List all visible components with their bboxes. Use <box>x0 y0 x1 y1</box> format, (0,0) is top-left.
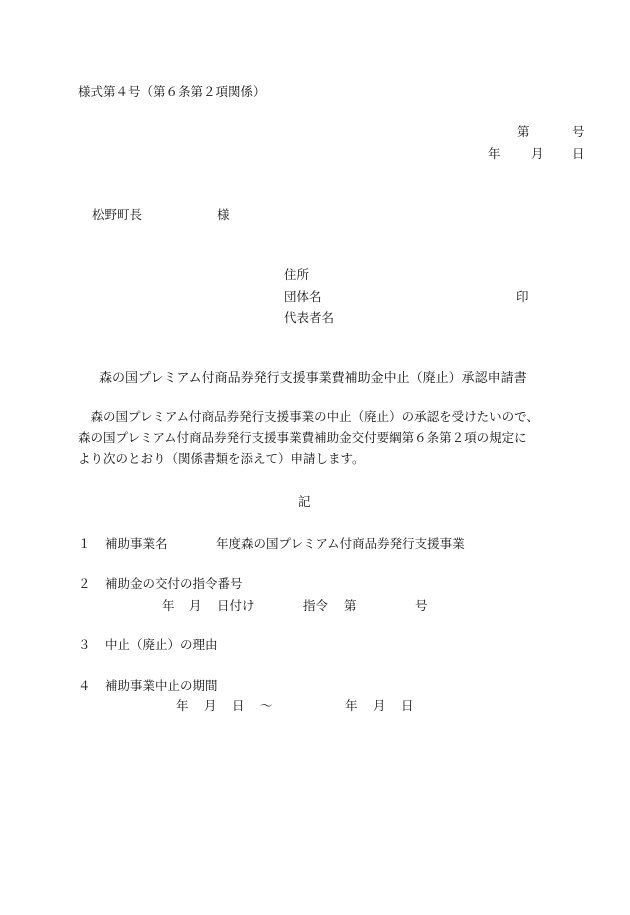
item-4-start-year: 年 <box>176 698 189 713</box>
applicant-rep-label: 代表者名 <box>284 310 335 325</box>
body-line-1: 森の国プレミアム付商品券発行支援事業の中止（廃止）の承認を受けたいので、 <box>78 409 539 424</box>
addressee-name: 松野町長 <box>92 207 143 222</box>
doc-number-dai: 第 <box>517 124 530 139</box>
document-title: 森の国プレミアム付商品券発行支援事業費補助金中止（廃止）承認申請書 <box>99 371 527 386</box>
doc-number-go: 号 <box>572 124 585 139</box>
applicant-address-label: 住所 <box>284 267 310 282</box>
item-1-value: 年度森の国プレミアム付商品券発行支援事業 <box>216 536 465 551</box>
body-text <box>78 406 618 469</box>
item-4-label: 補助事業中止の期間 <box>105 678 218 693</box>
item-4-tilde: 〜 <box>260 698 273 713</box>
date-year: 年 <box>488 146 501 161</box>
body-line-3: より次のとおり（関係書類を添えて）申請します。 <box>78 451 365 466</box>
form-number: 様式第４号（第６条第２項関係） <box>78 84 266 99</box>
item-2-number: ２ <box>78 576 91 591</box>
date-month: 月 <box>531 146 544 161</box>
item-4-end-year: 年 <box>345 698 358 713</box>
item-4-start-month: 月 <box>204 698 217 713</box>
ki-heading: 記 <box>298 494 311 509</box>
item-4-start-day: 日 <box>232 698 245 713</box>
addressee-honorific: 様 <box>217 207 230 222</box>
item-4-end-month: 月 <box>373 698 386 713</box>
item-3-number: ３ <box>78 637 91 652</box>
item-2-shirei: 指令 <box>303 598 329 613</box>
body-line-2: 森の国プレミアム付商品券発行支援事業費補助金交付要綱第６条第２項の規定に <box>78 430 527 445</box>
item-2-go: 号 <box>415 598 428 613</box>
item-2-label: 補助金の交付の指令番号 <box>105 576 243 591</box>
item-2-month: 月 <box>189 598 202 613</box>
item-3-label: 中止（廃止）の理由 <box>105 637 218 652</box>
item-1-number: １ <box>78 536 91 551</box>
item-2-dai: 第 <box>344 598 357 613</box>
item-2-day-dated: 日付け <box>217 598 255 613</box>
item-1-label: 補助事業名 <box>105 536 168 551</box>
applicant-org-label: 団体名 <box>284 289 322 304</box>
item-4-number: ４ <box>78 678 91 693</box>
applicant-seal: 印 <box>516 289 529 304</box>
item-2-year: 年 <box>162 598 175 613</box>
item-4-end-day: 日 <box>401 698 414 713</box>
date-day: 日 <box>572 146 585 161</box>
